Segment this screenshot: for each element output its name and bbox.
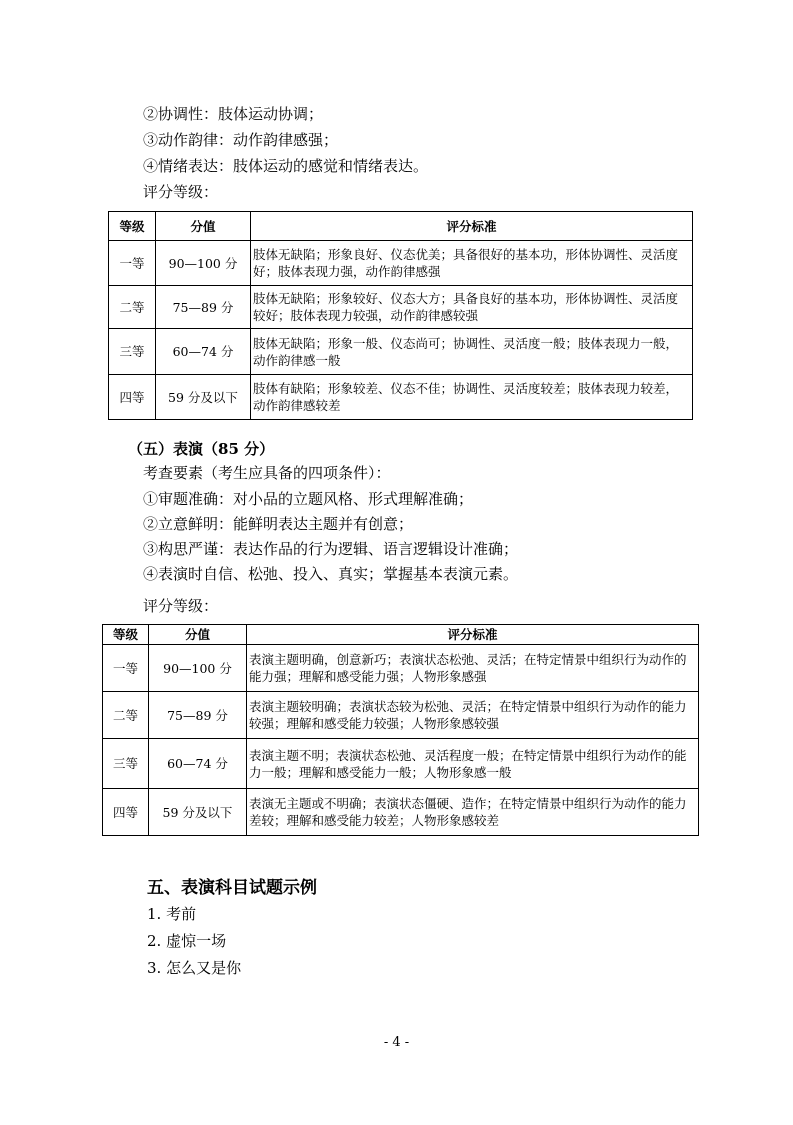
header-criteria: 评分标准 xyxy=(247,625,699,645)
cell-criteria: 肢体无缺陷；形象良好、仪态优美；具备很好的基本功，形体协调性、灵活度好；肢体表现力强，动作韵律感强 xyxy=(251,241,693,286)
table-row xyxy=(109,286,693,329)
cell-level: 二等 xyxy=(103,692,149,739)
table-row xyxy=(109,375,693,420)
cell-level: 二等 xyxy=(109,286,156,329)
cell-score: 75—89 分 xyxy=(149,692,247,739)
cell-criteria: 肢体无缺陷；形象较好、仪态大方；具备良好的基本功，形体协调性、灵活度较好；肢体表现力较强，动作韵律感较强 xyxy=(251,286,693,329)
cell-level: 三等 xyxy=(103,739,149,789)
example-item: 3. 怎么又是你 xyxy=(147,959,242,977)
cell-criteria: 表演主题不明；表演状态松弛、灵活程度一般；在特定情景中组织行为动作的能力一般；理解和感受能力一般；人物形象感一般 xyxy=(247,739,699,789)
item-emotion: ④情绪表达：肢体运动的感觉和情绪表达。 xyxy=(143,157,429,175)
page-number: - 4 - xyxy=(383,1035,410,1050)
table-row xyxy=(109,329,693,375)
grade-label-1: 评分等级： xyxy=(143,183,219,201)
table-row xyxy=(103,739,699,789)
section-examples-title: 五、表演科目试题示例 xyxy=(147,878,317,898)
grading-table-physical xyxy=(108,211,693,420)
item-confident-performance: ④表演时自信、松弛、投入、真实；掌握基本表演元素。 xyxy=(143,565,519,583)
grade-label-2: 评分等级： xyxy=(143,597,219,615)
cell-criteria: 肢体无缺陷；形象一般、仪态尚可；协调性、灵活度一般；肢体表现力一般，动作韵律感一般 xyxy=(251,329,693,375)
item-topic-accuracy: ①审题准确：对小品的立题风格、形式理解准确； xyxy=(143,490,474,508)
section-performance-intro: 考查要素（考生应具备的四项条件）： xyxy=(143,464,391,482)
example-item: 1. 考前 xyxy=(147,905,197,923)
cell-criteria: 表演主题较明确；表演状态较为松弛、灵活；在特定情景中组织行为动作的能力较强；理解和感受能力较强；人物形象感较强 xyxy=(247,692,699,739)
grading-table-performance xyxy=(102,624,699,836)
table-row xyxy=(109,241,693,286)
cell-level: 四等 xyxy=(109,375,156,420)
cell-score: 90—100 分 xyxy=(156,241,251,286)
table-header-row xyxy=(109,212,693,241)
header-criteria: 评分标准 xyxy=(251,212,693,241)
cell-level: 一等 xyxy=(109,241,156,286)
header-score: 分值 xyxy=(149,625,247,645)
cell-score: 90—100 分 xyxy=(149,645,247,692)
cell-criteria: 肢体有缺陷；形象较差、仪态不佳；协调性、灵活度较差；肢体表现力较差，动作韵律感较差 xyxy=(251,375,693,420)
item-rigorous-structure: ③构思严谨：表达作品的行为逻辑、语言逻辑设计准确； xyxy=(143,540,519,558)
cell-score: 60—74 分 xyxy=(156,329,251,375)
header-score: 分值 xyxy=(156,212,251,241)
table-row xyxy=(103,645,699,692)
cell-score: 60—74 分 xyxy=(149,739,247,789)
cell-criteria: 表演主题明确，创意新巧；表演状态松弛、灵活；在特定情景中组织行为动作的能力强；理解和感受能力强；人物形象感强 xyxy=(247,645,699,692)
cell-level: 三等 xyxy=(109,329,156,375)
example-item: 2. 虚惊一场 xyxy=(147,932,227,950)
cell-level: 四等 xyxy=(103,789,149,836)
cell-score: 75—89 分 xyxy=(156,286,251,329)
table-row xyxy=(103,789,699,836)
header-level: 等级 xyxy=(103,625,149,645)
cell-score: 59 分及以下 xyxy=(156,375,251,420)
item-clear-concept: ②立意鲜明：能鲜明表达主题并有创意； xyxy=(143,515,414,533)
section-performance-title: （五）表演（85 分） xyxy=(128,440,275,458)
table-header-row xyxy=(103,625,699,645)
cell-level: 一等 xyxy=(103,645,149,692)
table-row xyxy=(103,692,699,739)
item-coordination: ②协调性：肢体运动协调； xyxy=(143,105,324,123)
header-level: 等级 xyxy=(109,212,156,241)
item-rhythm: ③动作韵律：动作韵律感强； xyxy=(143,131,339,149)
cell-score: 59 分及以下 xyxy=(149,789,247,836)
cell-criteria: 表演无主题或不明确；表演状态僵硬、造作；在特定情景中组织行为动作的能力差较；理解和感受能力较差；人物形象感较差 xyxy=(247,789,699,836)
